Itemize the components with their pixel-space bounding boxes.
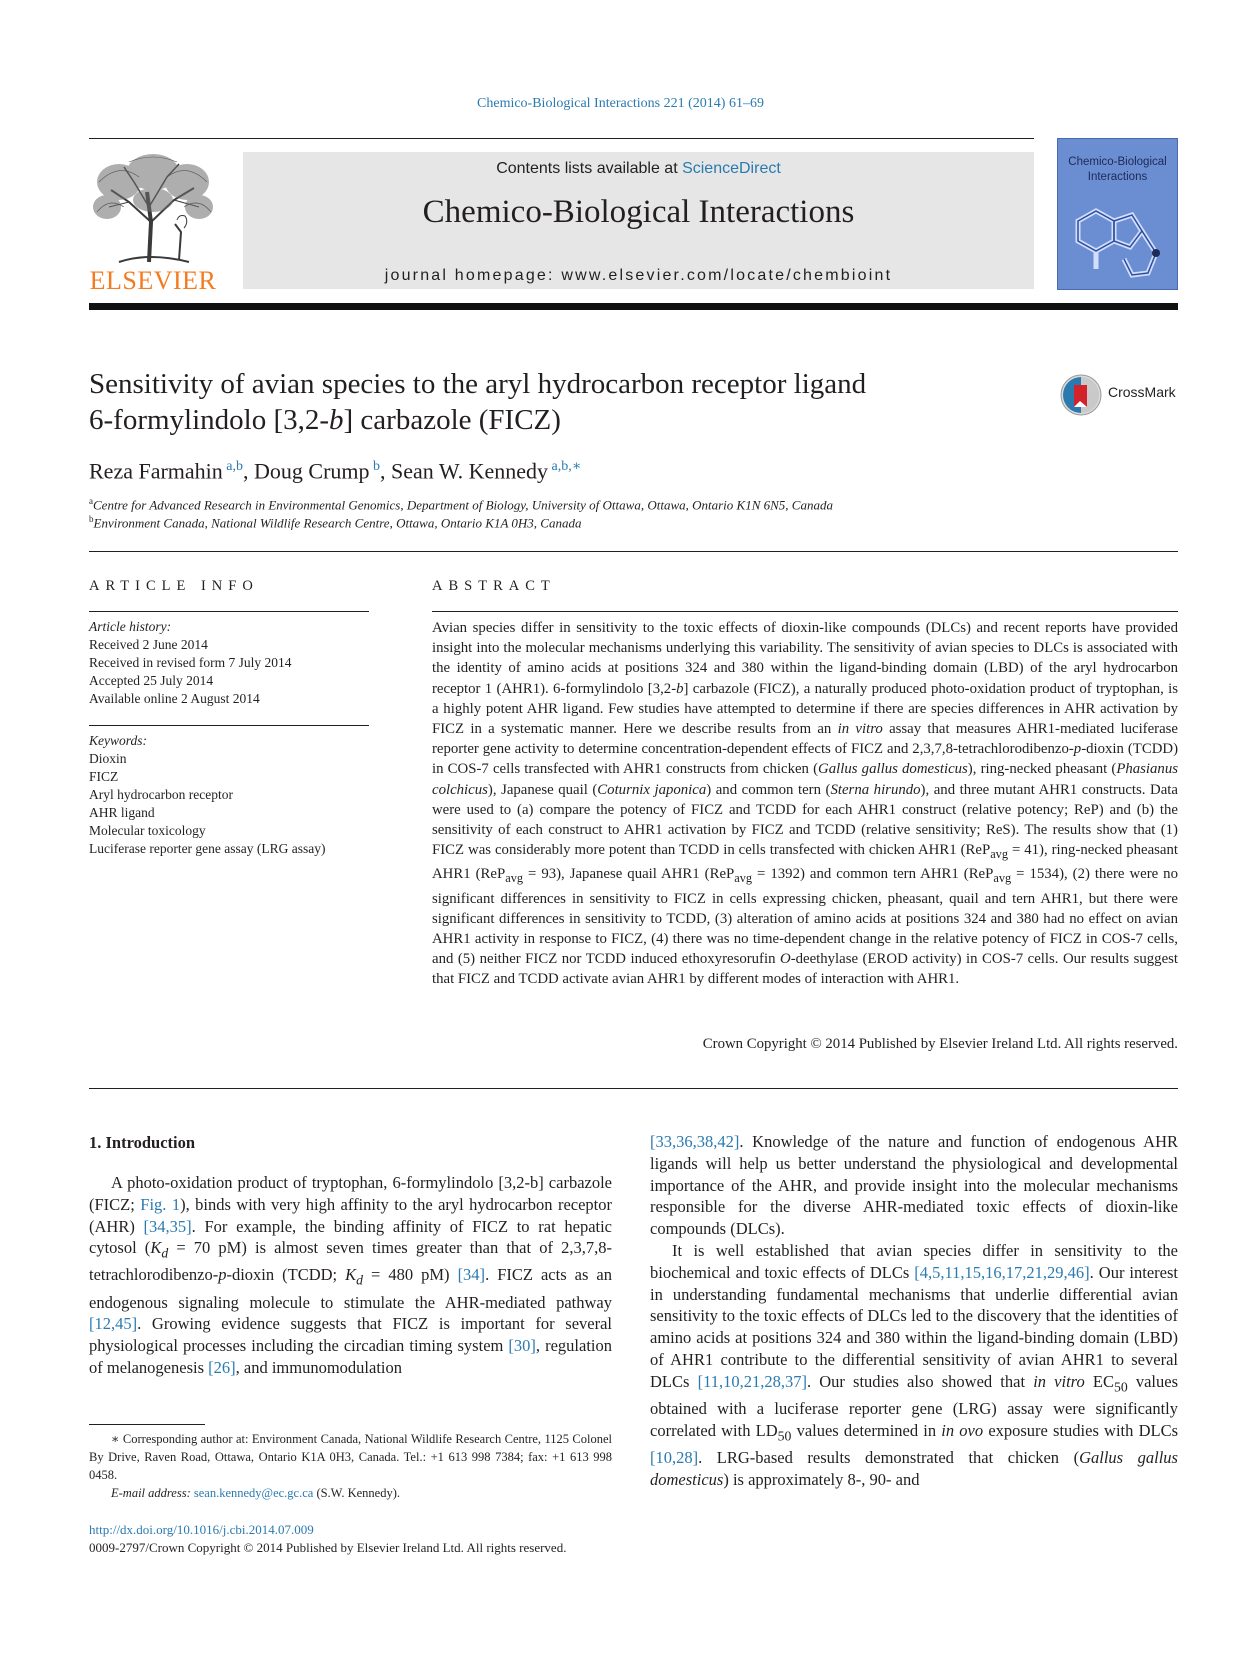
crossmark-button[interactable] <box>1059 373 1181 417</box>
intro-paragraph-1: A photo-oxidation product of tryptophan, 6-formylindolo [3,2-b] carbazole (FICZ; Fig. 1), binds with very high affinity to the aryl hydrocarbon receptor (AHR) [34,35]. For example, the binding affinity of FICZ to rat hepatic cytosol ($K_d = 70$ pM) is almost seven times greater than that of 2,3,7,8-tetrachlorodibenzo-p-dioxin (TCDD; $K_d = 480$ pM) [34]. FICZ acts as an endogenous signaling molecule to stimulate the AHR-mediated pathway [12,45]. Growing evidence suggests that FICZ is important for several physiological processes including the circadian timing system [30], regulation of melanogenesis [26], and immunomodulation <box>89 1173 613 1377</box>
reference-link[interactable]: [10,28] <box>650 1447 699 1467</box>
contents-line <box>243 160 1034 178</box>
keywords-label: Keywords: <box>89 733 147 748</box>
homepage-url-link[interactable]: www.elsevier.com/locate/chembioint <box>561 267 893 284</box>
journal-name: Chemico-Biological Interactions <box>422 194 855 230</box>
footer-copyright: 0009-2797/Crown Copyright © 2014 Published by Elsevier Ireland Ltd. All rights reserved. <box>89 1540 567 1555</box>
intro-paragraph-2: It is well established that avian species differ in sensitivity to the biochemical and toxic effects of DLCs [4,5,11,15,16,17,21,29,46]. Our interest in understanding fundamental mechanisms that underlie differential avian sensitivity to the toxic effects of DLCs led to the discovery that the identities of amino acids at positions 324 and 380 within the ligand-binding domain (LBD) of AHR1 contribute to the differential sensitivity of avian AHR1 to several DLCs [11,10,21,28,37]. Our studies also showed that in vitro $EC_{50}$ values obtained with a luciferase reporter gene (LRG) assay were significantly correlated with $LD_{50}$ values determined in in ovo exposure studies with DLCs [10,28]. LRG-based results demonstrated that chicken (Gallus gallus domesticus) is approximately 8-, 90- and <box>650 1240 1178 1489</box>
article-history <box>89 618 369 708</box>
footnote-email: E-mail address: sean.kennedy@ec.gc.ca (S.W. Kennedy). <box>111 1486 400 1500</box>
history-item: Available online 2 August 2014 <box>89 691 260 706</box>
reference-link[interactable]: [4,5,11,15,16,17,21,29,46] <box>914 1262 1090 1282</box>
keywords-rule <box>89 725 369 726</box>
crossmark-label: CrossMark <box>1108 384 1176 400</box>
journal-citation-link[interactable]: Chemico-Biological Interactions 221 (2014) 61–69 <box>477 96 764 111</box>
corresponding-author-footnote <box>89 1430 612 1502</box>
affiliation-a <box>89 496 833 513</box>
article-info-rule <box>89 611 369 612</box>
journal-banner <box>243 152 1034 289</box>
doi-link[interactable]: http://dx.doi.org/10.1016/j.cbi.2014.07.009 <box>89 1522 314 1537</box>
author-affiliation-link[interactable]: b <box>373 459 381 474</box>
cover-title-line1: Chemico-Biological <box>1068 156 1167 168</box>
body-rule <box>89 1088 1178 1089</box>
keyword-item: Dioxin <box>89 751 127 766</box>
abstract-rule <box>432 611 1178 612</box>
keyword-item: FICZ <box>89 769 119 784</box>
history-label: Article history: <box>89 619 172 634</box>
section-heading-introduction: 1. Introduction <box>89 1133 196 1152</box>
affiliation-text: Centre for Advanced Research in Environmental Genomics, Department of Biology, University of Ottawa, Ottawa, Ontario K1N 6N5, Canada <box>93 497 833 513</box>
keyword-item: Aryl hydrocarbon receptor <box>89 787 233 802</box>
journal-homepage <box>243 267 1034 285</box>
email-link[interactable]: sean.kennedy@ec.gc.ca <box>193 1486 314 1500</box>
figure-link[interactable]: Fig. 1 <box>140 1194 181 1214</box>
cover-title <box>1058 155 1177 185</box>
keywords-list <box>89 732 369 858</box>
journal-cover-thumbnail <box>1057 138 1178 290</box>
affiliation-mark: b <box>89 514 94 524</box>
footnote-address: ∗ Corresponding author at: Environment Canada, National Wildlife Research Centre, 1125 Colonel By Drive, Raven Road, Ottawa, Ontario K1A 0H3, Canada. Tel.: +1 613 998 7384; fax: +1 613 998 0458. <box>89 1432 612 1482</box>
homepage-prefix: journal homepage: <box>384 267 562 284</box>
footnote-rule <box>89 1424 205 1425</box>
abstract-copyright: Crown Copyright © 2014 Published by Elsevier Ireland Ltd. All rights reserved. <box>702 1036 1178 1052</box>
title-line1: Sensitivity of avian species to the aryl hydrocarbon receptor ligand <box>89 368 867 400</box>
author-name: Reza Farmahin <box>89 458 223 484</box>
author-affiliation-link[interactable]: a,b,∗ <box>551 459 582 474</box>
title-part4: ] carbazole (FICZ) <box>343 404 561 436</box>
affiliation-b <box>89 514 581 531</box>
author-name: Doug Crump <box>254 458 370 484</box>
header-rule <box>89 138 1034 139</box>
history-item: Accepted 25 July 2014 <box>89 673 214 688</box>
title-italic-b: b <box>329 404 344 436</box>
elsevier-wordmark: ELSEVIER <box>89 266 217 295</box>
intro-paragraph-1-continued: [33,36,38,42]. Knowledge of the nature and function of endogenous AHR ligands will help us better understand the physiological and developmental importance of the AHR, and provide insight into the molecular mechanisms responsible for the diverse AHR-mediated toxic effects of dioxin-like compounds (DLCs). <box>650 1132 1178 1239</box>
crossmark-icon <box>1059 373 1103 417</box>
sciencedirect-link[interactable]: ScienceDirect <box>682 160 781 177</box>
author-affiliation-link[interactable]: a,b <box>226 459 244 474</box>
body-column-right <box>650 1131 1178 1490</box>
reference-link[interactable]: [12,45] <box>89 1314 138 1334</box>
affiliation-mark: a <box>89 496 93 506</box>
author-list: Reza Farmahin $^{a,b}$, Doug Crump $^b$, Sean W. Kennedy $^{a,b,∗}$ <box>89 458 582 484</box>
reference-link[interactable]: [30] <box>508 1336 536 1356</box>
history-item: Received in revised form 7 July 2014 <box>89 655 292 670</box>
keyword-item: Molecular toxicology <box>89 823 206 838</box>
reference-link[interactable]: [33,36,38,42] <box>650 1132 740 1151</box>
section-rule <box>89 551 1178 552</box>
article-title <box>89 366 989 438</box>
contents-prefix: Contents lists available at <box>496 160 683 177</box>
body-column-left <box>89 1172 612 1379</box>
keyword-item: Luciferase reporter gene assay (LRG assay) <box>89 841 326 856</box>
reference-link[interactable]: [34,35] <box>143 1216 192 1236</box>
cover-molecule-graphic <box>1058 191 1178 290</box>
reference-link[interactable]: [11,10,21,28,37] <box>697 1371 807 1391</box>
reference-link[interactable]: [26] <box>208 1357 236 1377</box>
abstract-heading: ABSTRACT <box>432 578 556 594</box>
history-item: Received 2 June 2014 <box>89 637 208 652</box>
article-info-heading: ARTICLE INFO <box>89 578 259 594</box>
header-thick-rule <box>89 303 1178 310</box>
reference-link[interactable]: [34] <box>457 1265 486 1285</box>
abstract-text: Avian species differ in sensitivity to the toxic effects of dioxin-like compounds (DLCs) and recent reports have provided insight into the molecular mechanisms underlying this variability. The sensitivity of avian species to DLCs is associated with the identity of amino acids at positions 324 and 380 within the ligand-binding domain (LBD) of the aryl hydrocarbon receptor 1 (AHR1). 6-formylindolo [3,2-b] carbazole (FICZ), a naturally produced photo-oxidation product of tryptophan, is a highly potent AHR ligand. Few studies have attempted to determine if there are species differences in AHR activation by FICZ in a systematic manner. Here we describe results from an in vitro assay that measures AHR1-mediated luciferase reporter gene activity to determine concentration-dependent effects of FICZ and 2,3,7,8-tetrachlorodibenzo-p-dioxin (TCDD) in COS-7 cells transfected with AHR1 constructs from chicken (Gallus gallus domesticus), ring-necked pheasant (Phasianus colchicus), Japanese quail (Coturnix japonica) and common tern (Sterna hirundo), and three mutant AHR1 constructs. Data were used to (a) compare the potency of FICZ and TCDD for each AHR1 construct (relative potency; ReP) and (b) the sensitivity of each construct to AHR1 activation by FICZ and TCDD (relative sensitivity; ReS). The results show that (1) FICZ was considerably more potent than TCDD in cells transfected with chicken AHR1 (ReP$_{avg}$ = 41), ring-necked pheasant AHR1 (ReP$_{avg}$ = 93), Japanese quail AHR1 (ReP$_{avg}$ = 1392) and common tern AHR1 (ReP$_{avg}$ = 1534), (2) there were no significant differences in sensitivity to FICZ in cells expressing chicken, pheasant, quail and tern AHR1, but there were significant differences in sensitivity to TCDD, (3) alteration of amino acids at positions 324 and 380 had no effect on avian AHR1 activity in response to FICZ, (4) there was no time-dependent change in the relative potency of FICZ in COS-7 cells, and (5) neither FICZ nor TCDD induced ethoxyresorufin O-deethylase (EROD activity) in COS-7 cells. Our results suggest that FICZ and TCDD activate avian AHR1 by different modes of interaction with AHR1. <box>432 620 1179 988</box>
cover-title-line2: Interactions <box>1087 171 1148 183</box>
affiliation-text: Environment Canada, National Wildlife Research Centre, Ottawa, Ontario K1A 0H3, Canada <box>93 515 582 531</box>
keyword-item: AHR ligand <box>89 805 155 820</box>
author-name: Sean W. Kennedy <box>391 458 549 484</box>
title-part2: 6-formylindolo [3,2- <box>89 404 330 436</box>
